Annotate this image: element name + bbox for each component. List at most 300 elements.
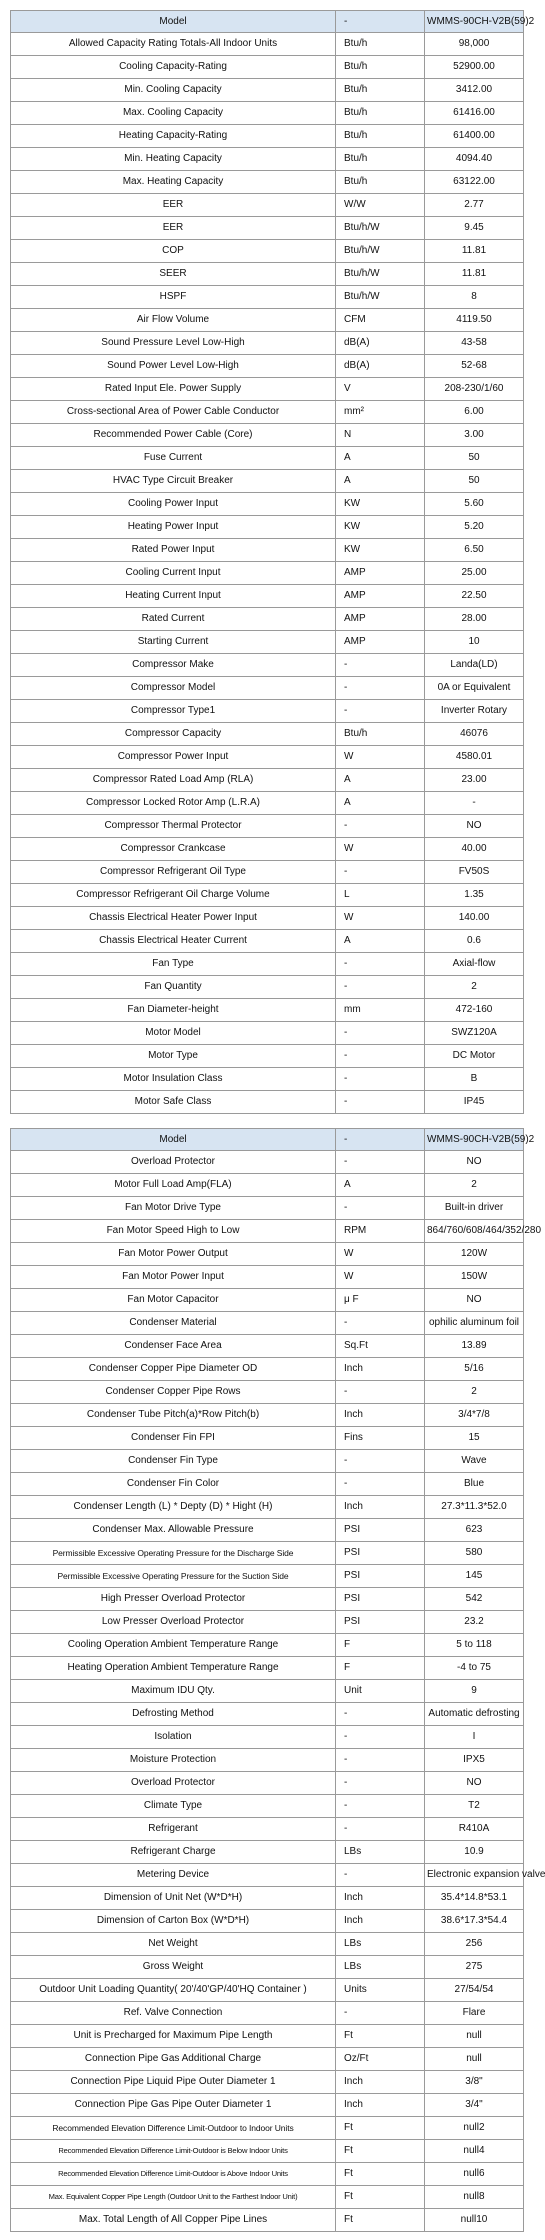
table-row	[11, 1022, 524, 1045]
row-value: ophilic aluminum foil	[425, 1312, 524, 1335]
row-value: 63122.00	[425, 171, 524, 194]
row-param: Fan Motor Power Input	[11, 1266, 336, 1289]
row-value: null	[425, 2025, 524, 2048]
row-unit: -	[336, 1197, 425, 1220]
table-row	[11, 1174, 524, 1197]
table-row	[11, 1542, 524, 1565]
table-row	[11, 1427, 524, 1450]
table-row	[11, 976, 524, 999]
row-value: 623	[425, 1519, 524, 1542]
row-unit: Btu/h	[336, 171, 425, 194]
row-param: COP	[11, 240, 336, 263]
row-value: 256	[425, 1933, 524, 1956]
row-param: Compressor Type1	[11, 700, 336, 723]
row-unit: Inch	[336, 1887, 425, 1910]
row-param: Cooling Operation Ambient Temperature Range	[11, 1634, 336, 1657]
row-unit: -	[336, 1864, 425, 1887]
row-unit: A	[336, 792, 425, 815]
row-value: 8	[425, 286, 524, 309]
table-row	[11, 585, 524, 608]
row-value: 9	[425, 1680, 524, 1703]
table-row	[11, 1795, 524, 1818]
row-param: HVAC Type Circuit Breaker	[11, 470, 336, 493]
row-param: Fan Type	[11, 953, 336, 976]
row-value: 61400.00	[425, 125, 524, 148]
row-param: Defrosting Method	[11, 1703, 336, 1726]
row-value: 3/8"	[425, 2071, 524, 2094]
row-value: 10	[425, 631, 524, 654]
row-value: null6	[425, 2163, 524, 2186]
row-value: 2	[425, 1174, 524, 1197]
row-param: Compressor Rated Load Amp (RLA)	[11, 769, 336, 792]
row-unit: mm²	[336, 401, 425, 424]
row-value: 50	[425, 470, 524, 493]
row-param: Chassis Electrical Heater Power Input	[11, 907, 336, 930]
row-value: 10.9	[425, 1841, 524, 1864]
row-param: Compressor Power Input	[11, 746, 336, 769]
row-value: 6.00	[425, 401, 524, 424]
row-param: Sound Power Level Low-High	[11, 355, 336, 378]
spec-table-2	[10, 1128, 545, 2232]
row-unit: Btu/h	[336, 56, 425, 79]
row-param: Sound Pressure Level Low-High	[11, 332, 336, 355]
row-value: 11.81	[425, 263, 524, 286]
row-value: null4	[425, 2140, 524, 2163]
row-param: Gross Weight	[11, 1956, 336, 1979]
row-param: Cooling Capacity-Rating	[11, 56, 336, 79]
row-param: Min. Cooling Capacity	[11, 79, 336, 102]
table-row	[11, 1956, 524, 1979]
row-unit: Inch	[336, 1358, 425, 1381]
row-value: 28.00	[425, 608, 524, 631]
row-param: Compressor Capacity	[11, 723, 336, 746]
row-param: Condenser Fin Type	[11, 1450, 336, 1473]
row-value: 275	[425, 1956, 524, 1979]
row-value: null8	[425, 2186, 524, 2209]
row-value: 11.81	[425, 240, 524, 263]
row-value: 542	[425, 1588, 524, 1611]
row-param: Rated Current	[11, 608, 336, 631]
row-unit: Btu/h	[336, 125, 425, 148]
row-param: Condenser Fin FPI	[11, 1427, 336, 1450]
table-row	[11, 631, 524, 654]
table-row	[11, 171, 524, 194]
row-unit: KW	[336, 516, 425, 539]
row-value: IPX5	[425, 1749, 524, 1772]
row-unit: Inch	[336, 2094, 425, 2117]
row-param: Allowed Capacity Rating Totals-All Indoor Units	[11, 33, 336, 56]
row-param: Cooling Current Input	[11, 562, 336, 585]
table-row	[11, 907, 524, 930]
table-gap	[0, 1114, 511, 1128]
row-value: 50	[425, 447, 524, 470]
row-param: Fan Quantity	[11, 976, 336, 999]
table-row	[11, 1404, 524, 1427]
row-unit: CFM	[336, 309, 425, 332]
table-row	[11, 1657, 524, 1680]
row-value: 5/16	[425, 1358, 524, 1381]
table-row	[11, 332, 524, 355]
row-unit: Btu/h/W	[336, 286, 425, 309]
table-row	[11, 1588, 524, 1611]
table-row	[11, 1933, 524, 1956]
row-param: Fan Motor Drive Type	[11, 1197, 336, 1220]
table-row	[11, 884, 524, 907]
row-param: Rated Input Ele. Power Supply	[11, 378, 336, 401]
row-value: FV50S	[425, 861, 524, 884]
row-unit: -	[336, 1068, 425, 1091]
row-unit: Inch	[336, 2071, 425, 2094]
row-value: 5.60	[425, 493, 524, 516]
row-unit: A	[336, 1174, 425, 1197]
table-row	[11, 1220, 524, 1243]
row-unit: μ F	[336, 1289, 425, 1312]
table-row	[11, 194, 524, 217]
row-param: Dimension of Carton Box (W*D*H)	[11, 1910, 336, 1933]
row-value: 40.00	[425, 838, 524, 861]
row-param: Permissible Excessive Operating Pressure for the Discharge Side	[11, 1542, 336, 1565]
row-value: 120W	[425, 1243, 524, 1266]
row-unit: dB(A)	[336, 355, 425, 378]
table-row	[11, 608, 524, 631]
row-value: NO	[425, 815, 524, 838]
row-unit: -	[336, 861, 425, 884]
table-row	[11, 1197, 524, 1220]
row-value: 208-230/1/60	[425, 378, 524, 401]
row-param: Recommended Power Cable (Core)	[11, 424, 336, 447]
table-row	[11, 355, 524, 378]
row-value: B	[425, 1068, 524, 1091]
table-row	[11, 1726, 524, 1749]
row-unit: PSI	[336, 1542, 425, 1565]
row-param: Recommended Elevation Difference Limit-Outdoor is Above Indoor Units	[11, 2163, 336, 2186]
row-unit: PSI	[336, 1611, 425, 1634]
row-param: Connection Pipe Liquid Pipe Outer Diameter 1	[11, 2071, 336, 2094]
row-param: Metering Device	[11, 1864, 336, 1887]
table-row	[11, 1312, 524, 1335]
table-row	[11, 1979, 524, 2002]
row-param: SEER	[11, 263, 336, 286]
row-param: Max. Cooling Capacity	[11, 102, 336, 125]
table-row	[11, 1703, 524, 1726]
table-header-row	[11, 1129, 524, 1151]
table-row	[11, 33, 524, 56]
row-param: Fan Motor Speed High to Low	[11, 1220, 336, 1243]
table-row	[11, 424, 524, 447]
row-unit: F	[336, 1634, 425, 1657]
row-unit: LBs	[336, 1933, 425, 1956]
table-row	[11, 217, 524, 240]
row-value: 4094.40	[425, 148, 524, 171]
header-param: Model	[11, 11, 336, 33]
row-value: 3412.00	[425, 79, 524, 102]
row-param: Compressor Make	[11, 654, 336, 677]
row-param: Condenser Length (L) * Depty (D) * Hight (H)	[11, 1496, 336, 1519]
row-value: Landa(LD)	[425, 654, 524, 677]
row-value: 23.2	[425, 1611, 524, 1634]
table-row	[11, 838, 524, 861]
row-unit: -	[336, 1022, 425, 1045]
table-row	[11, 1045, 524, 1068]
row-unit: Btu/h	[336, 79, 425, 102]
row-value: 98,000	[425, 33, 524, 56]
row-unit: Ft	[336, 2140, 425, 2163]
row-value: Built-in driver	[425, 1197, 524, 1220]
row-value: 2	[425, 976, 524, 999]
table-row	[11, 1450, 524, 1473]
row-unit: KW	[336, 539, 425, 562]
table-row	[11, 1864, 524, 1887]
row-value: DC Motor	[425, 1045, 524, 1068]
row-unit: Ft	[336, 2117, 425, 2140]
row-value: Blue	[425, 1473, 524, 1496]
row-param: EER	[11, 217, 336, 240]
table-row	[11, 2002, 524, 2025]
table-row	[11, 516, 524, 539]
row-param: Cooling Power Input	[11, 493, 336, 516]
row-unit: Btu/h	[336, 33, 425, 56]
row-unit: Btu/h	[336, 723, 425, 746]
row-value: 23.00	[425, 769, 524, 792]
row-value: 472-160	[425, 999, 524, 1022]
table-row	[11, 539, 524, 562]
table-row	[11, 1151, 524, 1174]
table-row	[11, 1496, 524, 1519]
row-unit: Btu/h	[336, 148, 425, 171]
table-row	[11, 240, 524, 263]
row-param: High Presser Overload Protector	[11, 1588, 336, 1611]
table-row	[11, 1749, 524, 1772]
row-param: Motor Type	[11, 1045, 336, 1068]
row-value: 0.6	[425, 930, 524, 953]
row-param: Compressor Thermal Protector	[11, 815, 336, 838]
row-value: I	[425, 1726, 524, 1749]
row-unit: Inch	[336, 1910, 425, 1933]
row-value: 0A or Equivalent	[425, 677, 524, 700]
row-param: Heating Power Input	[11, 516, 336, 539]
row-unit: Ft	[336, 2186, 425, 2209]
row-unit: Ft	[336, 2025, 425, 2048]
table-row	[11, 1680, 524, 1703]
table-row	[11, 677, 524, 700]
row-unit: A	[336, 447, 425, 470]
row-unit: -	[336, 1703, 425, 1726]
row-value: null2	[425, 2117, 524, 2140]
row-param: Compressor Crankcase	[11, 838, 336, 861]
row-unit: Ft	[336, 2163, 425, 2186]
header-value: WMMS-90CH-V2B(59)2	[425, 11, 524, 33]
row-unit: PSI	[336, 1565, 425, 1588]
row-param: HSPF	[11, 286, 336, 309]
row-unit: mm	[336, 999, 425, 1022]
row-param: Min. Heating Capacity	[11, 148, 336, 171]
row-value: Electronic expansion valve	[425, 1864, 524, 1887]
table-row	[11, 700, 524, 723]
row-unit: -	[336, 976, 425, 999]
row-value: Flare	[425, 2002, 524, 2025]
row-unit: AMP	[336, 608, 425, 631]
table-row	[11, 1772, 524, 1795]
table-row	[11, 815, 524, 838]
table-row	[11, 102, 524, 125]
row-unit: -	[336, 654, 425, 677]
row-unit: -	[336, 1749, 425, 1772]
row-value: NO	[425, 1289, 524, 1312]
row-unit: RPM	[336, 1220, 425, 1243]
row-unit: A	[336, 769, 425, 792]
table-row	[11, 470, 524, 493]
table-row	[11, 1289, 524, 1312]
header-value: WMMS-90CH-V2B(59)2	[425, 1129, 524, 1151]
row-unit: Units	[336, 1979, 425, 2002]
row-unit: LBs	[336, 1956, 425, 1979]
row-param: Chassis Electrical Heater Current	[11, 930, 336, 953]
row-value: Axial-flow	[425, 953, 524, 976]
row-value: 52900.00	[425, 56, 524, 79]
row-param: Connection Pipe Gas Pipe Outer Diameter 1	[11, 2094, 336, 2117]
table-row	[11, 746, 524, 769]
table-row	[11, 125, 524, 148]
row-value: SWZ120A	[425, 1022, 524, 1045]
row-value: 150W	[425, 1266, 524, 1289]
table-row	[11, 447, 524, 470]
row-value: 6.50	[425, 539, 524, 562]
row-param: Recommended Elevation Difference Limit-Outdoor to Indoor Units	[11, 2117, 336, 2140]
row-value: 13.89	[425, 1335, 524, 1358]
row-param: Refrigerant	[11, 1818, 336, 1841]
row-param: Motor Model	[11, 1022, 336, 1045]
row-unit: -	[336, 1045, 425, 1068]
table-row	[11, 792, 524, 815]
row-unit: Btu/h/W	[336, 217, 425, 240]
row-param: Condenser Max. Allowable Pressure	[11, 1519, 336, 1542]
row-param: Rated Power Input	[11, 539, 336, 562]
row-value: 27.3*11.3*52.0	[425, 1496, 524, 1519]
table-row	[11, 2048, 524, 2071]
row-unit: -	[336, 1473, 425, 1496]
table-row	[11, 2186, 524, 2209]
row-param: Unit is Precharged for Maximum Pipe Length	[11, 2025, 336, 2048]
row-value: 38.6*17.3*54.4	[425, 1910, 524, 1933]
row-unit: V	[336, 378, 425, 401]
row-value: 4119.50	[425, 309, 524, 332]
row-unit: -	[336, 815, 425, 838]
row-param: Connection Pipe Gas Additional Charge	[11, 2048, 336, 2071]
table-row	[11, 1818, 524, 1841]
row-param: Motor Safe Class	[11, 1091, 336, 1114]
row-unit: A	[336, 470, 425, 493]
row-param: Condenser Fin Color	[11, 1473, 336, 1496]
row-unit: W/W	[336, 194, 425, 217]
table-row	[11, 309, 524, 332]
row-value: 145	[425, 1565, 524, 1588]
row-unit: AMP	[336, 631, 425, 654]
row-param: Ref. Valve Connection	[11, 2002, 336, 2025]
row-unit: -	[336, 1726, 425, 1749]
row-value: R410A	[425, 1818, 524, 1841]
row-param: Condenser Copper Pipe Diameter OD	[11, 1358, 336, 1381]
row-value: Inverter Rotary	[425, 700, 524, 723]
row-value: 5.20	[425, 516, 524, 539]
row-unit: -	[336, 2002, 425, 2025]
row-unit: Unit	[336, 1680, 425, 1703]
row-unit: A	[336, 930, 425, 953]
row-unit: W	[336, 1243, 425, 1266]
row-unit: W	[336, 907, 425, 930]
row-unit: AMP	[336, 585, 425, 608]
table-row	[11, 999, 524, 1022]
row-value: 2.77	[425, 194, 524, 217]
row-param: Fan Motor Power Output	[11, 1243, 336, 1266]
row-value: IP45	[425, 1091, 524, 1114]
header-param: Model	[11, 1129, 336, 1151]
row-param: Fuse Current	[11, 447, 336, 470]
table-row	[11, 2094, 524, 2117]
row-param: Low Presser Overload Protector	[11, 1611, 336, 1634]
row-param: Condenser Copper Pipe Rows	[11, 1381, 336, 1404]
table-row	[11, 286, 524, 309]
row-unit: AMP	[336, 562, 425, 585]
row-unit: -	[336, 1312, 425, 1335]
spec-table-1	[10, 10, 535, 1114]
row-value: 9.45	[425, 217, 524, 240]
table-row	[11, 2163, 524, 2186]
row-value: 52-68	[425, 355, 524, 378]
row-unit: -	[336, 1818, 425, 1841]
row-param: Air Flow Volume	[11, 309, 336, 332]
row-unit: dB(A)	[336, 332, 425, 355]
table-row	[11, 953, 524, 976]
row-param: Overload Protector	[11, 1151, 336, 1174]
row-param: Compressor Refrigerant Oil Charge Volume	[11, 884, 336, 907]
row-param: Motor Insulation Class	[11, 1068, 336, 1091]
row-param: Compressor Refrigerant Oil Type	[11, 861, 336, 884]
row-value: 2	[425, 1381, 524, 1404]
row-param: Moisture Protection	[11, 1749, 336, 1772]
row-unit: Btu/h/W	[336, 240, 425, 263]
row-param: Heating Current Input	[11, 585, 336, 608]
row-unit: -	[336, 1151, 425, 1174]
row-unit: -	[336, 1772, 425, 1795]
row-value: NO	[425, 1151, 524, 1174]
row-unit: PSI	[336, 1519, 425, 1542]
row-value: 3/4"	[425, 2094, 524, 2117]
table-row	[11, 401, 524, 424]
row-param: Climate Type	[11, 1795, 336, 1818]
row-value: T2	[425, 1795, 524, 1818]
table-row	[11, 263, 524, 286]
table-row	[11, 861, 524, 884]
table-row	[11, 769, 524, 792]
row-param: Permissible Excessive Operating Pressure for the Suction Side	[11, 1565, 336, 1588]
row-param: Condenser Material	[11, 1312, 336, 1335]
row-value: Wave	[425, 1450, 524, 1473]
table-row	[11, 1841, 524, 1864]
row-value: 4580.01	[425, 746, 524, 769]
row-value: 25.00	[425, 562, 524, 585]
row-value: 140.00	[425, 907, 524, 930]
row-unit: Fins	[336, 1427, 425, 1450]
row-param: Fan Motor Capacitor	[11, 1289, 336, 1312]
row-param: Heating Operation Ambient Temperature Range	[11, 1657, 336, 1680]
row-unit: PSI	[336, 1588, 425, 1611]
table-row	[11, 1887, 524, 1910]
row-value: null10	[425, 2209, 524, 2232]
row-value: 3.00	[425, 424, 524, 447]
table-header-row	[11, 11, 524, 33]
row-param: Max. Equivalent Copper Pipe Length (Outdoor Unit to the Farthest Indoor Unit)	[11, 2186, 336, 2209]
row-value: 15	[425, 1427, 524, 1450]
